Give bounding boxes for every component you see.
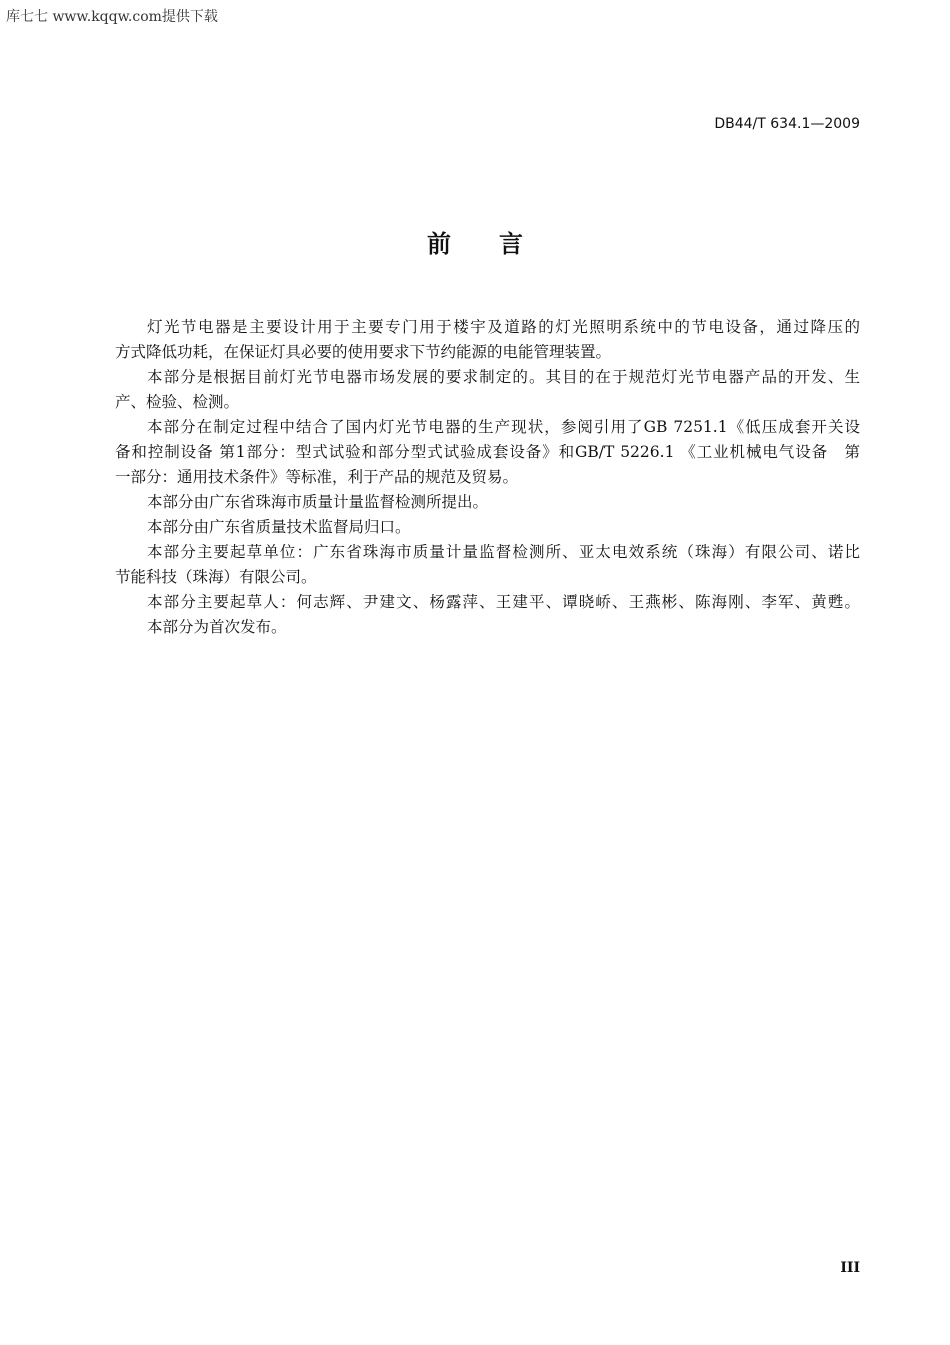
page-title: 前言 — [427, 230, 571, 258]
watermark: 库七七 www.kqqw.com提供下载 — [6, 9, 218, 25]
text-line: 方式降低功耗，在保证灯具必要的使用要求下节约能源的电能管理装置。 — [115, 343, 612, 361]
foreword-body — [115, 315, 860, 640]
document-code: DB44/T 634.1—2009 — [714, 116, 860, 132]
text-line: 本部分由广东省珠海市质量计量监督检测所提出。 — [147, 493, 489, 511]
text-line: 本部分在制定过程中结合了国内灯光节电器的生产现状，参阅引用了GB 7251.1《低压成套开关设 — [147, 418, 860, 436]
text-line: 节能科技（珠海）有限公司。 — [115, 568, 317, 586]
text-line: 产、检验、检测。 — [115, 393, 240, 411]
text-line: 本部分是根据目前灯光节电器市场发展的要求制定的。其目的在于规范灯光节电器产品的开发、生 — [147, 368, 860, 386]
text-line: 本部分主要起草单位：广东省珠海市质量计量监督检测所、亚太电效系统（珠海）有限公司、诺比 — [147, 543, 860, 561]
text-line: 本部分由广东省质量技术监督局归口。 — [147, 518, 411, 536]
text-line: 本部分主要起草人：何志辉、尹建文、杨露萍、王建平、谭晓峤、王燕彬、陈海刚、李军、黄甦。 — [147, 593, 860, 611]
page-number: III — [840, 1260, 860, 1276]
text-line: 本部分为首次发布。 — [147, 618, 287, 636]
text-line: 灯光节电器是主要设计用于主要专门用于楼宇及道路的灯光照明系统中的节电设备，通过降压的 — [147, 318, 860, 336]
text-line: 一部分：通用技术条件》等标准，利于产品的规范及贸易。 — [115, 468, 519, 486]
text-line: 备和控制设备 第1部分：型式试验和部分型式试验成套设备》和GB/T 5226.1 《工业机械电气设备 第 — [115, 443, 860, 461]
